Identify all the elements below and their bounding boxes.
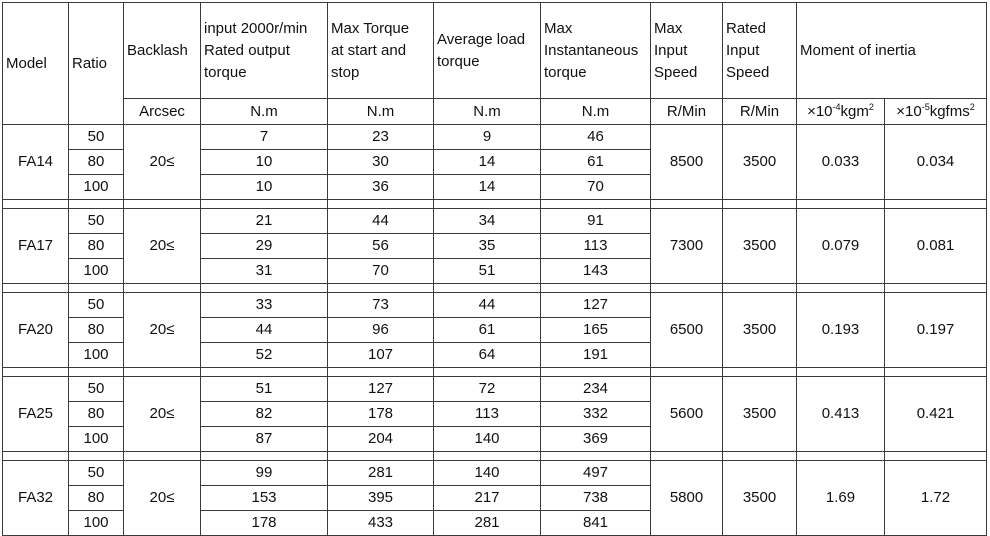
average-load-torque-cell: 61 [434, 318, 541, 343]
separator-cell [797, 284, 885, 293]
ratio-cell: 80 [69, 234, 124, 259]
max-input-speed-cell: 6500 [651, 293, 723, 368]
ratio-cell: 100 [69, 175, 124, 200]
header-max-inst-line: Max [544, 19, 573, 37]
separator-cell [541, 284, 651, 293]
header-rated-input-line: Rated [726, 19, 767, 37]
header-avg-load-line: torque [437, 52, 480, 70]
max-torque-cell: 204 [328, 427, 434, 452]
separator-cell [885, 200, 987, 209]
max-torque-cell: 178 [328, 402, 434, 427]
max-torque-cell: 23 [328, 125, 434, 150]
header-max-torque [328, 3, 434, 99]
separator-cell [651, 200, 723, 209]
group-separator-row [3, 200, 987, 209]
rated-output-torque-cell: 178 [201, 511, 328, 536]
unit-inertia1-unit: kgm [840, 102, 869, 120]
unit-inertia1-pre: ×10 [807, 102, 833, 120]
unit-rated-output: N.m [201, 99, 328, 125]
average-load-torque-cell: 35 [434, 234, 541, 259]
header-average-load-torque [434, 3, 541, 99]
unit-inertia2-unit: kgfms [929, 102, 970, 120]
max-instantaneous-torque-cell: 332 [541, 402, 651, 427]
average-load-torque-cell: 34 [434, 209, 541, 234]
model-cell: FA17 [3, 209, 69, 284]
rated-output-torque-cell: 21 [201, 209, 328, 234]
rated-input-speed-cell: 3500 [723, 461, 797, 536]
max-instantaneous-torque-cell: 91 [541, 209, 651, 234]
header-model: Model [3, 3, 69, 125]
max-torque-cell: 56 [328, 234, 434, 259]
max-instantaneous-torque-cell: 61 [541, 150, 651, 175]
model-cell: FA25 [3, 377, 69, 452]
rated-output-torque-cell: 99 [201, 461, 328, 486]
separator-cell [201, 284, 328, 293]
backlash-cell: 20≤ [124, 209, 201, 284]
separator-cell [723, 200, 797, 209]
table-row [3, 461, 987, 486]
separator-cell [434, 284, 541, 293]
unit-inertia2-pre: ×10 [896, 102, 922, 120]
group-separator-row [3, 284, 987, 293]
unit-inertia2-sq: 2 [969, 101, 975, 112]
ratio-cell: 50 [69, 125, 124, 150]
rated-output-torque-cell: 29 [201, 234, 328, 259]
rated-output-torque-cell: 44 [201, 318, 328, 343]
rated-output-torque-cell: 51 [201, 377, 328, 402]
header-rated-output-line: input 2000r/min [204, 19, 308, 37]
max-torque-cell: 30 [328, 150, 434, 175]
spec-table-container [2, 2, 987, 536]
max-instantaneous-torque-cell: 841 [541, 511, 651, 536]
average-load-torque-cell: 64 [434, 343, 541, 368]
separator-cell [201, 452, 328, 461]
header-max-input-line: Input [654, 41, 688, 59]
header-avg-load-line: Average load [437, 30, 526, 48]
average-load-torque-cell: 140 [434, 461, 541, 486]
average-load-torque-cell: 281 [434, 511, 541, 536]
average-load-torque-cell: 9 [434, 125, 541, 150]
inertia-kgm2-cell: 0.413 [797, 377, 885, 452]
group-separator-row [3, 368, 987, 377]
rated-output-torque-cell: 33 [201, 293, 328, 318]
max-torque-cell: 70 [328, 259, 434, 284]
model-cell: FA32 [3, 461, 69, 536]
separator-cell [651, 368, 723, 377]
table-body [3, 125, 987, 536]
inertia-kgfms2-cell: 1.72 [885, 461, 987, 536]
max-instantaneous-torque-cell: 738 [541, 486, 651, 511]
separator-cell [651, 284, 723, 293]
unit-max-torque: N.m [328, 99, 434, 125]
header-max-input-line: Speed [654, 63, 698, 81]
separator-cell [885, 284, 987, 293]
separator-cell [328, 452, 434, 461]
separator-cell [3, 284, 69, 293]
separator-cell [797, 200, 885, 209]
max-torque-cell: 44 [328, 209, 434, 234]
max-instantaneous-torque-cell: 497 [541, 461, 651, 486]
inertia-kgfms2-cell: 0.421 [885, 377, 987, 452]
rated-output-torque-cell: 10 [201, 150, 328, 175]
separator-cell [3, 200, 69, 209]
unit-max-input-speed: R/Min [651, 99, 723, 125]
table-row [3, 377, 987, 402]
header-moment-of-inertia: Moment of inertia [797, 3, 987, 99]
max-torque-cell: 281 [328, 461, 434, 486]
average-load-torque-cell: 14 [434, 150, 541, 175]
unit-row [3, 99, 987, 125]
group-separator-row [3, 452, 987, 461]
model-cell: FA14 [3, 125, 69, 200]
header-rated-input-speed [723, 3, 797, 99]
gearbox-spec-table [2, 2, 987, 536]
backlash-cell: 20≤ [124, 293, 201, 368]
rated-input-speed-cell: 3500 [723, 125, 797, 200]
unit-inertia2-exp: -5 [921, 101, 930, 112]
rated-output-torque-cell: 82 [201, 402, 328, 427]
max-instantaneous-torque-cell: 70 [541, 175, 651, 200]
max-torque-cell: 127 [328, 377, 434, 402]
unit-avg-load: N.m [434, 99, 541, 125]
average-load-torque-cell: 217 [434, 486, 541, 511]
separator-cell [124, 284, 201, 293]
inertia-kgfms2-cell: 0.081 [885, 209, 987, 284]
backlash-cell: 20≤ [124, 461, 201, 536]
separator-cell [723, 368, 797, 377]
separator-cell [723, 284, 797, 293]
inertia-kgm2-cell: 0.079 [797, 209, 885, 284]
separator-cell [541, 368, 651, 377]
header-rated-output-line: torque [204, 63, 247, 81]
max-instantaneous-torque-cell: 369 [541, 427, 651, 452]
average-load-torque-cell: 72 [434, 377, 541, 402]
rated-output-torque-cell: 7 [201, 125, 328, 150]
max-torque-cell: 36 [328, 175, 434, 200]
header-max-inst-line: torque [544, 63, 587, 81]
separator-cell [434, 368, 541, 377]
separator-cell [723, 452, 797, 461]
backlash-cell: 20≤ [124, 377, 201, 452]
max-instantaneous-torque-cell: 46 [541, 125, 651, 150]
header-rated-input-line: Speed [726, 63, 770, 81]
max-instantaneous-torque-cell: 191 [541, 343, 651, 368]
max-instantaneous-torque-cell: 165 [541, 318, 651, 343]
table-row [3, 125, 987, 150]
header-max-torque-line: at start and [331, 41, 407, 59]
table-row [3, 209, 987, 234]
unit-inertia-kgfms2 [885, 99, 987, 125]
header-max-inst-line: Instantaneous [544, 41, 639, 59]
backlash-cell: 20≤ [124, 125, 201, 200]
ratio-cell: 80 [69, 486, 124, 511]
ratio-cell: 100 [69, 511, 124, 536]
header-backlash: Backlash [124, 3, 201, 99]
inertia-kgm2-cell: 1.69 [797, 461, 885, 536]
unit-backlash: Arcsec [124, 99, 201, 125]
separator-cell [69, 452, 124, 461]
separator-cell [797, 368, 885, 377]
separator-cell [651, 452, 723, 461]
average-load-torque-cell: 140 [434, 427, 541, 452]
max-input-speed-cell: 5800 [651, 461, 723, 536]
ratio-cell: 50 [69, 377, 124, 402]
unit-max-inst: N.m [541, 99, 651, 125]
model-cell: FA20 [3, 293, 69, 368]
ratio-cell: 50 [69, 209, 124, 234]
average-load-torque-cell: 51 [434, 259, 541, 284]
header-max-input-speed [651, 3, 723, 99]
average-load-torque-cell: 44 [434, 293, 541, 318]
separator-cell [797, 452, 885, 461]
inertia-kgfms2-cell: 0.034 [885, 125, 987, 200]
average-load-torque-cell: 14 [434, 175, 541, 200]
separator-cell [328, 368, 434, 377]
ratio-cell: 100 [69, 427, 124, 452]
separator-cell [885, 368, 987, 377]
header-max-input-line: Max [654, 19, 683, 37]
max-input-speed-cell: 8500 [651, 125, 723, 200]
ratio-cell: 100 [69, 259, 124, 284]
unit-inertia-kgm2 [797, 99, 885, 125]
separator-cell [124, 200, 201, 209]
max-instantaneous-torque-cell: 127 [541, 293, 651, 318]
ratio-cell: 50 [69, 461, 124, 486]
header-row [3, 3, 987, 99]
max-torque-cell: 107 [328, 343, 434, 368]
separator-cell [201, 200, 328, 209]
rated-input-speed-cell: 3500 [723, 209, 797, 284]
max-torque-cell: 395 [328, 486, 434, 511]
unit-inertia1-sq: 2 [868, 101, 874, 112]
separator-cell [434, 200, 541, 209]
separator-cell [69, 200, 124, 209]
separator-cell [434, 452, 541, 461]
max-input-speed-cell: 5600 [651, 377, 723, 452]
max-instantaneous-torque-cell: 234 [541, 377, 651, 402]
separator-cell [885, 452, 987, 461]
rated-output-torque-cell: 87 [201, 427, 328, 452]
ratio-cell: 100 [69, 343, 124, 368]
rated-output-torque-cell: 52 [201, 343, 328, 368]
separator-cell [541, 200, 651, 209]
rated-output-torque-cell: 10 [201, 175, 328, 200]
header-max-torque-line: Max Torque [331, 19, 410, 37]
unit-inertia1-exp: -4 [832, 101, 841, 112]
ratio-cell: 50 [69, 293, 124, 318]
header-rated-output-line: Rated output [204, 41, 290, 59]
ratio-cell: 80 [69, 402, 124, 427]
inertia-kgfms2-cell: 0.197 [885, 293, 987, 368]
separator-cell [3, 452, 69, 461]
rated-input-speed-cell: 3500 [723, 377, 797, 452]
inertia-kgm2-cell: 0.193 [797, 293, 885, 368]
header-rated-input-line: Input [726, 41, 760, 59]
max-torque-cell: 73 [328, 293, 434, 318]
header-ratio: Ratio [69, 3, 124, 125]
separator-cell [541, 452, 651, 461]
rated-output-torque-cell: 153 [201, 486, 328, 511]
inertia-kgm2-cell: 0.033 [797, 125, 885, 200]
separator-cell [69, 284, 124, 293]
average-load-torque-cell: 113 [434, 402, 541, 427]
max-instantaneous-torque-cell: 113 [541, 234, 651, 259]
header-max-torque-line: stop [331, 63, 360, 81]
max-torque-cell: 433 [328, 511, 434, 536]
max-torque-cell: 96 [328, 318, 434, 343]
separator-cell [124, 368, 201, 377]
ratio-cell: 80 [69, 150, 124, 175]
separator-cell [69, 368, 124, 377]
unit-rated-input-speed: R/Min [723, 99, 797, 125]
rated-output-torque-cell: 31 [201, 259, 328, 284]
max-input-speed-cell: 7300 [651, 209, 723, 284]
separator-cell [328, 284, 434, 293]
header-rated-output-torque [201, 3, 328, 99]
separator-cell [328, 200, 434, 209]
separator-cell [3, 368, 69, 377]
table-row [3, 293, 987, 318]
max-instantaneous-torque-cell: 143 [541, 259, 651, 284]
header-max-instantaneous-torque [541, 3, 651, 99]
rated-input-speed-cell: 3500 [723, 293, 797, 368]
ratio-cell: 80 [69, 318, 124, 343]
separator-cell [124, 452, 201, 461]
separator-cell [201, 368, 328, 377]
